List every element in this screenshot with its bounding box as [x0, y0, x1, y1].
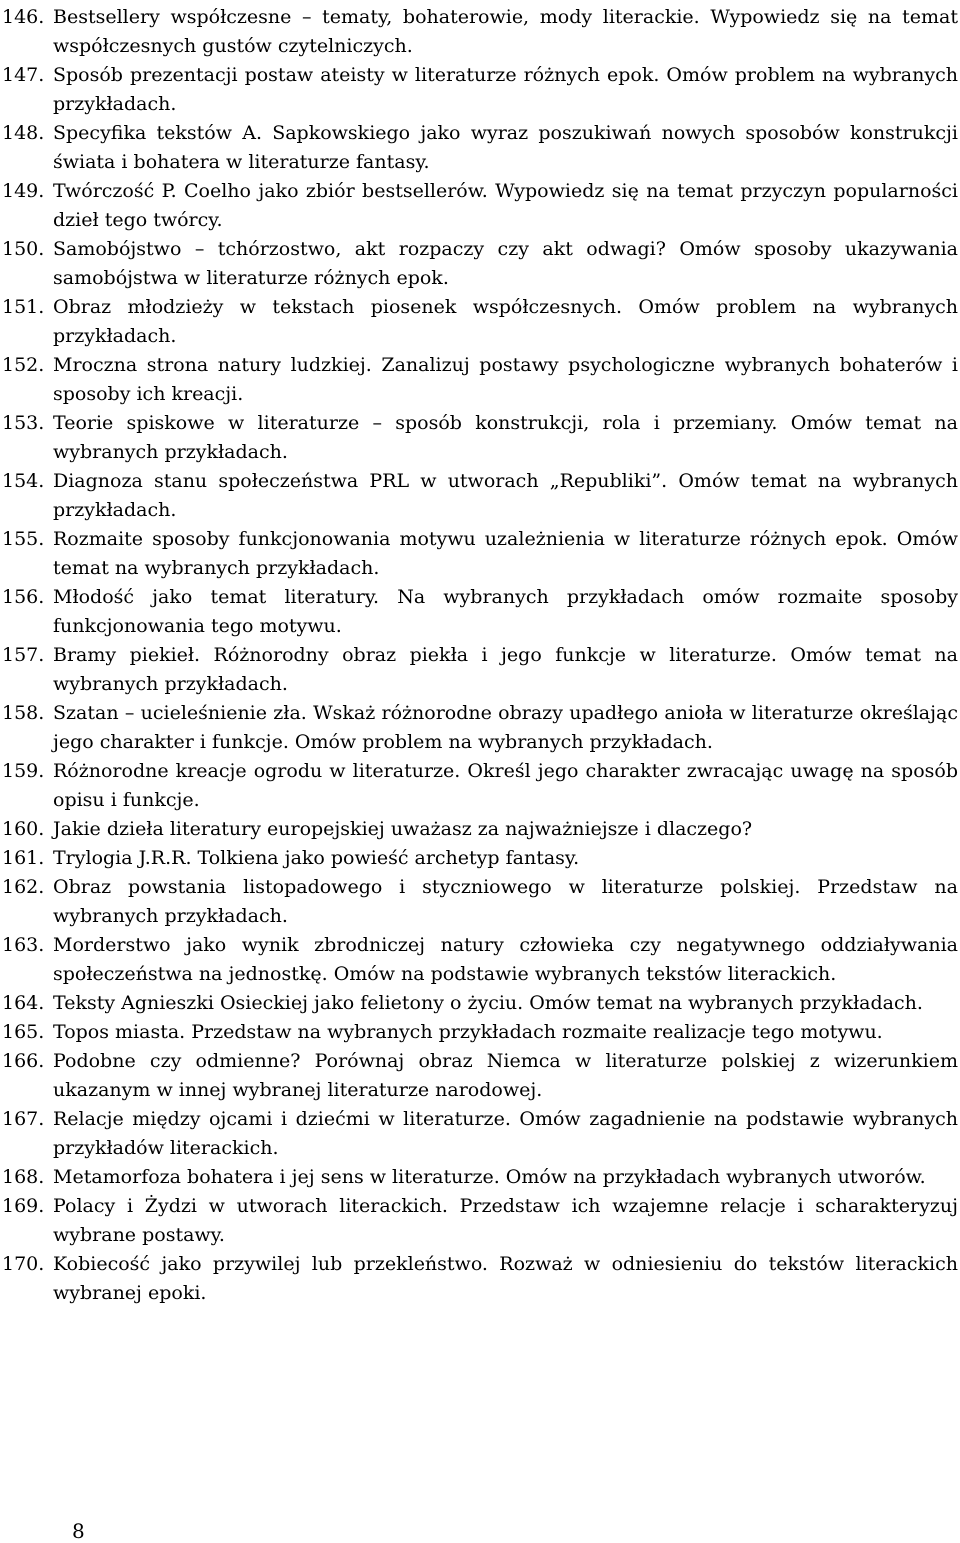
- list-item-text: Polacy i Żydzi w utworach literackich. Przedstaw ich wzajemne relacje i scharakteryzuj wybrane postawy.: [53, 1195, 958, 1246]
- list-item-text: Teorie spiskowe w literaturze – sposób konstrukcji, rola i przemiany. Omów temat na wybranych przykładach.: [53, 412, 958, 463]
- list-item: [0, 1250, 958, 1308]
- list-item-number: 161.: [2, 847, 45, 869]
- list-item: [0, 61, 958, 119]
- list-item-number: 166.: [2, 1050, 45, 1072]
- list-item-text: Podobne czy odmienne? Porównaj obraz Niemca w literaturze polskiej z wizerunkiem ukazanym w innej wybranej literaturze narodowej.: [53, 1050, 958, 1101]
- list-item-text: Morderstwo jako wynik zbrodniczej natury człowieka czy negatywnego oddziaływania społeczeństwa na jednostkę. Omów na podstawie wybranych tekstów literackich.: [53, 934, 958, 985]
- list-item-text: Twórczość P. Coelho jako zbiór bestsellerów. Wypowiedz się na temat przyczyn popularności dzieł tego twórcy.: [53, 180, 958, 231]
- list-item-number: 170.: [2, 1253, 45, 1275]
- list-item-text: Szatan – ucieleśnienie zła. Wskaż różnorodne obrazy upadłego anioła w literaturze określając jego charakter i funkcje. Omów problem na wybranych przykładach.: [53, 702, 958, 753]
- list-item-number: 162.: [2, 876, 45, 898]
- list-item-text: Diagnoza stanu społeczeństwa PRL w utworach „Republiki”. Omów temat na wybranych przykładach.: [53, 470, 958, 521]
- list-item-text: Teksty Agnieszki Osieckiej jako felietony o życiu. Omów temat na wybranych przykładach.: [53, 992, 923, 1014]
- list-item-text: Kobiecość jako przywilej lub przekleństwo. Rozważ w odniesieniu do tekstów literackich wybranej epoki.: [53, 1253, 958, 1304]
- list-item: [0, 699, 958, 757]
- list-item: [0, 1047, 958, 1105]
- list-item-text: Samobójstwo – tchórzostwo, akt rozpaczy czy akt odwagi? Omów sposoby ukazywania samobójstwa w literaturze różnych epok.: [53, 238, 958, 289]
- list-item-text: Specyfika tekstów A. Sapkowskiego jako wyraz poszukiwań nowych sposobów konstrukcji świata i bohatera w literaturze fantasy.: [53, 122, 958, 173]
- list-item-text: Młodość jako temat literatury. Na wybranych przykładach omów rozmaite sposoby funkcjonowania tego motywu.: [53, 586, 958, 637]
- list-item: [0, 467, 958, 525]
- list-item-number: 148.: [2, 122, 45, 144]
- list-item-number: 152.: [2, 354, 45, 376]
- page-number: 8: [72, 1519, 85, 1543]
- list-item-text: Rozmaite sposoby funkcjonowania motywu uzależnienia w literaturze różnych epok. Omów temat na wybranych przykładach.: [53, 528, 958, 579]
- list-item: [0, 525, 958, 583]
- list-item-number: 149.: [2, 180, 45, 202]
- list-item: [0, 1192, 958, 1250]
- list-item-number: 163.: [2, 934, 45, 956]
- list-item-number: 168.: [2, 1166, 45, 1188]
- list-item: [0, 351, 958, 409]
- list-item: [0, 583, 958, 641]
- list-item-number: 151.: [2, 296, 45, 318]
- list-item: [0, 293, 958, 351]
- list-item-number: 153.: [2, 412, 45, 434]
- list-item-text: Obraz młodzieży w tekstach piosenek współczesnych. Omów problem na wybranych przykładach.: [53, 296, 958, 347]
- list-item-text: Obraz powstania listopadowego i styczniowego w literaturze polskiej. Przedstaw na wybranych przykładach.: [53, 876, 958, 927]
- list-item-text: Metamorfoza bohatera i jej sens w literaturze. Omów na przykładach wybranych utworów.: [53, 1166, 926, 1188]
- list-item-text: Bramy piekieł. Różnorodny obraz piekła i jego funkcje w literaturze. Omów temat na wybranych przykładach.: [53, 644, 958, 695]
- list-item: [0, 177, 958, 235]
- list-item-number: 167.: [2, 1108, 45, 1130]
- list-item-number: 156.: [2, 586, 45, 608]
- list-item: [0, 815, 958, 844]
- list-item: [0, 1105, 958, 1163]
- list-item-number: 146.: [2, 6, 45, 28]
- list-item: [0, 873, 958, 931]
- list-item-number: 147.: [2, 64, 45, 86]
- list-item-text: Bestsellery współczesne – tematy, bohaterowie, mody literackie. Wypowiedz się na temat współczesnych gustów czytelniczych.: [53, 6, 958, 57]
- list-item-number: 157.: [2, 644, 45, 666]
- list-item: [0, 844, 958, 873]
- list-item-text: Mroczna strona natury ludzkiej. Zanalizuj postawy psychologiczne wybranych bohaterów i sposoby ich kreacji.: [53, 354, 958, 405]
- list-item: [0, 1163, 958, 1192]
- list-item-text: Różnorodne kreacje ogrodu w literaturze. Określ jego charakter zwracając uwagę na sposób opisu i funkcje.: [53, 760, 958, 811]
- list-item: [0, 119, 958, 177]
- list-item-number: 158.: [2, 702, 45, 724]
- topic-list: [0, 3, 958, 1308]
- list-item-text: Jakie dzieła literatury europejskiej uważasz za najważniejsze i dlaczego?: [53, 818, 753, 840]
- list-item-number: 154.: [2, 470, 45, 492]
- list-item-text: Topos miasta. Przedstaw na wybranych przykładach rozmaite realizacje tego motywu.: [53, 1021, 883, 1043]
- list-item-text: Relacje między ojcami i dziećmi w literaturze. Omów zagadnienie na podstawie wybranych przykładów literackich.: [53, 1108, 958, 1159]
- list-item: [0, 757, 958, 815]
- list-item: [0, 1018, 958, 1047]
- list-item: [0, 989, 958, 1018]
- list-item: [0, 409, 958, 467]
- list-item-number: 169.: [2, 1195, 45, 1217]
- list-item: [0, 931, 958, 989]
- list-item-text: Trylogia J.R.R. Tolkiena jako powieść archetyp fantasy.: [53, 847, 580, 869]
- list-item: [0, 641, 958, 699]
- list-item-text: Sposób prezentacji postaw ateisty w literaturze różnych epok. Omów problem na wybranych przykładach.: [53, 64, 958, 115]
- list-item: [0, 3, 958, 61]
- list-item-number: 155.: [2, 528, 45, 550]
- list-item-number: 159.: [2, 760, 45, 782]
- list-item: [0, 235, 958, 293]
- list-item-number: 160.: [2, 818, 45, 840]
- list-item-number: 165.: [2, 1021, 45, 1043]
- list-item-number: 164.: [2, 992, 45, 1014]
- list-item-number: 150.: [2, 238, 45, 260]
